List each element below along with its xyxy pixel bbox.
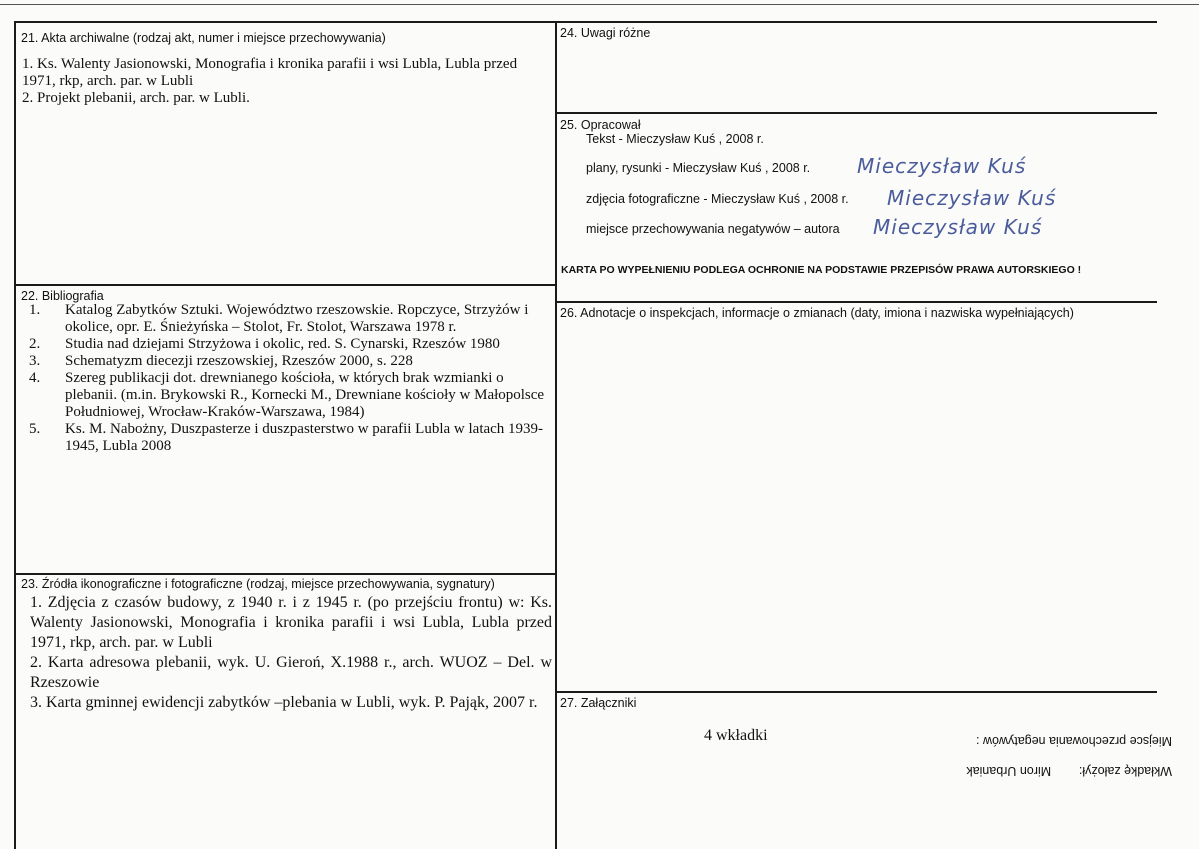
plany-line: plany, rysunki - Mieczysław Kuś , 2008 r. — [586, 161, 811, 175]
list-item: 5. Ks. M. Nabożny, Duszpasterze i duszpasterstwo w parafii Lubla w latach 1939-1945, Lubla 2008 — [29, 421, 544, 454]
divider-22 — [14, 284, 557, 286]
list-item: 2. Karta adresowa plebanii, wyk. U. Gieroń, X.1988 r., arch. WUOZ – Del. w Rzeszowie — [30, 654, 552, 691]
list-item: 3. Karta gminnej ewidencji zabytków –plebania w Lubli, wyk. P. Pająk, 2007 r. — [30, 694, 538, 711]
section-27-header: 27. Załączniki — [560, 696, 637, 710]
section-23-list — [30, 593, 552, 713]
list-item: 2. Projekt plebanii, arch. par. w Lubli. — [22, 90, 250, 106]
signature-1: Mieczysław Kuś — [857, 154, 1027, 178]
tekst-line: Tekst - Mieczysław Kuś , 2008 r. — [586, 132, 764, 146]
section-24-header: 24. Uwagi różne — [560, 26, 651, 40]
signature-2: Mieczysław Kuś — [887, 186, 1057, 210]
divider-27 — [555, 691, 1157, 693]
copyright-notice: KARTA PO WYPEŁNIENIU PODLEGA OCHRONIE NA PODSTAWIE PRZEPISÓW PRAWA AUTORSKIEGO ! — [561, 264, 1082, 276]
section-22-header: 22. Bibliografia — [21, 289, 104, 303]
top-border — [14, 21, 1157, 23]
list-item: 1. Ks. Walenty Jasionowski, Monografia i kronika parafii i wsi Lubla, Lubla przed 1971, rkp, arch. par. w Lubli — [22, 56, 518, 89]
list-item: 4. Szereg publikacji dot. drewnianego kościoła, w których brak wzmianki o plebanii. (m.in. Brykowski R., Kornecki M., Drewniane kościoły w Małopolsce Południowej, Wrocław-Kraków-Warszawa, 1984) — [29, 370, 545, 420]
left-border — [14, 21, 16, 849]
section-26-header: 26. Adnotacje o inspekcjach, informacje o zmianach (daty, imiona i nazwiska wypełniających) — [560, 306, 1074, 320]
upside-line-2: Wkładkę założył: Miron Urbaniak — [966, 764, 1172, 778]
divider-26 — [555, 301, 1157, 303]
center-divider — [555, 21, 557, 849]
list-item: 2. Studia nad dziejami Strzyżowa i okolic, red. S. Cynarski, Rzeszów 1980 — [29, 336, 500, 352]
divider-23 — [14, 573, 557, 575]
section-21-list — [22, 56, 550, 107]
miejsce-line: miejsce przechowywania negatywów – autora — [586, 222, 840, 236]
section-25-header: 25. Opracował — [560, 118, 641, 132]
zdjecia-line: zdjęcia fotograficzne - Mieczysław Kuś , 2008 r. — [586, 192, 849, 206]
signature-3: Mieczysław Kuś — [873, 215, 1043, 239]
list-item: 1. Zdjęcia z czasów budowy, z 1940 r. i z 1945 r. (po przejściu frontu) w: Ks. Walenty Jasionowski, Monografia i kronika parafii i wsi Lubla, Lubla przed 1971, rkp, arch. par. w Lubli — [30, 594, 552, 651]
upside-line-1: Miejsce przechowania negatywów : — [976, 734, 1172, 748]
section-22-list — [20, 302, 553, 455]
list-item: 3. Schematyzm diecezji rzeszowskiej, Rzeszów 2000, s. 228 — [29, 353, 413, 369]
list-item: 1. Katalog Zabytków Sztuki. Województwo rzeszowskie. Ropczyce, Strzyżów i okolice, opr. E. Śnieżyńska – Stolot, Fr. Stolot, Warszawa 1978 r. — [29, 302, 529, 335]
section-23-header: 23. Źródła ikonograficzne i fotograficzne (rodzaj, miejsce przechowywania, sygnatury) — [21, 577, 495, 591]
top-rule — [0, 4, 1199, 5]
attachments-content: 4 wkładki — [704, 727, 768, 744]
divider-25 — [555, 112, 1157, 114]
section-21-header: 21. Akta archiwalne (rodzaj akt, numer i miejsce przechowywania) — [21, 31, 386, 45]
